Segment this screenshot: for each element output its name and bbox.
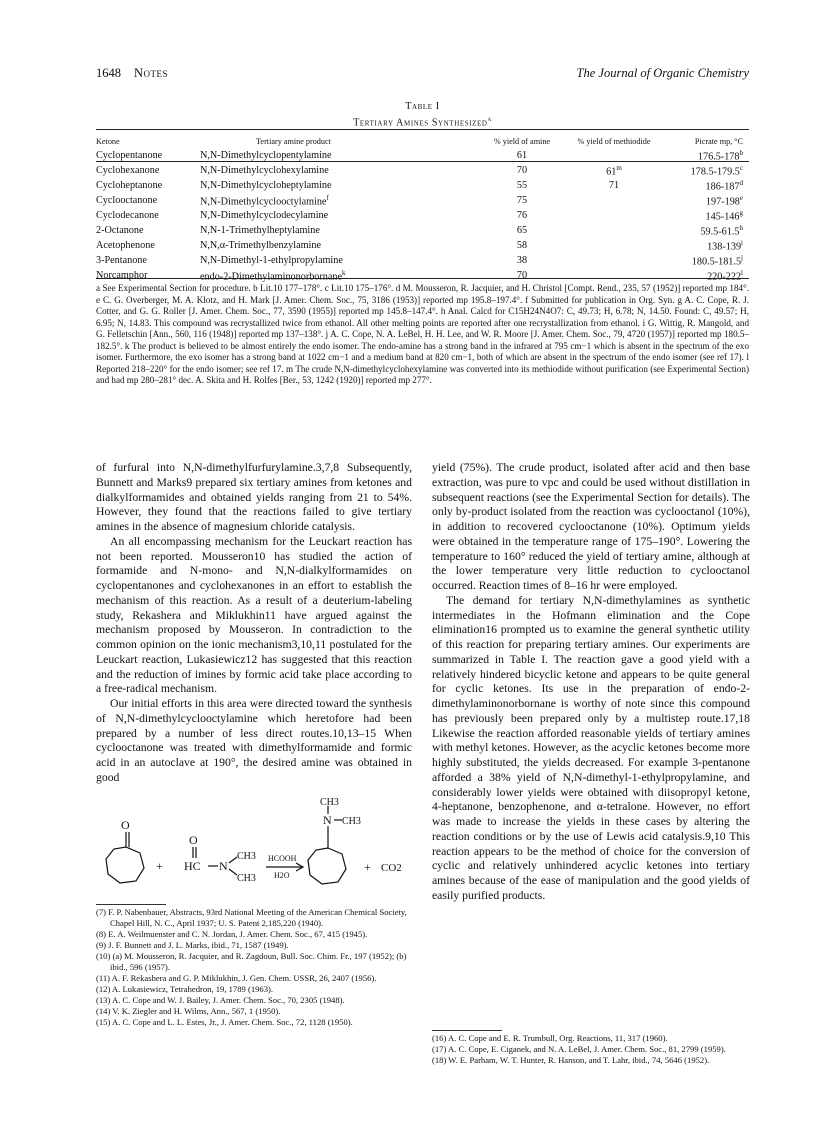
cell-value: N,N-Dimethylcyclohexylamine (200, 164, 329, 176)
cell-value: 220-222 (707, 271, 742, 283)
table-cell (568, 163, 660, 178)
paragraph: An all encompassing mechanism for the Leuckart reaction has not been reported. Mousseron10 has studied the action of formamide and N-mono- and N,N-dialkylformamides on cyclopentanones and cyclohexanones in an effort to establish the mechanism of this reaction. As a result of a deuterium-labeling study, Rekashera and Miklukhin11 have argued against the mechanism proposed by Mousseron. In contradiction to the common opinion on the ionic mechanism3,10,11 postulated for the Leuckart reaction, Lukasiewicz12 has suggested that this reaction and the reduction of imines by formic acid take place according to a free-radical mechanism. (96, 534, 412, 696)
cell-value: 61 (606, 166, 617, 178)
cell-value: Acetophenone (96, 239, 155, 251)
plus-sign: + (156, 859, 163, 873)
nch3-bond (229, 869, 237, 875)
cell-value: N,N-Dimethylcyclopentylamine (200, 149, 332, 161)
cell-value: 197-198 (705, 196, 740, 208)
table-row (96, 223, 749, 238)
reference-entry: (7) F. P. Nabenbauer, Abstracts, 93rd National Meeting of the American Chemical Society, Chapel Hill, N. C., April 1937; U. S. Patent 2,185,220 (1940). (96, 907, 407, 928)
paragraph: yield (75%). The crude product, isolated after acid and then base extraction, was pure to vpc and could be used without distillation in subsequent reactions (see the Experimental Section for details). The only by-product isolated from the reaction was cyclooctanol (10%), in addition to recovered cyclooctanone (10%). Optimum yields were obtained in the temperature range of 175–190°. Lowering the temperature to 160° reduced the yield of tertiary amine, although at the lower temperature very little reduction to cyclooctanol occurred. Reaction times of 8–16 hr were employed. (432, 461, 750, 592)
arrow-byproduct: H2O (274, 871, 290, 880)
table-cell (200, 253, 476, 268)
table-cell (476, 178, 568, 193)
product-nch3: CH3 (342, 816, 361, 827)
table-row (96, 208, 749, 223)
cyclooctylamine-ring (308, 848, 346, 884)
cell-value: 65 (516, 224, 528, 236)
col-header: Ketone (96, 137, 120, 146)
cell-value: N,N-1-Trimethylheptylamine (200, 224, 320, 236)
cell-value: 61 (516, 149, 528, 161)
cell-value: Cycloheptanone (96, 179, 163, 191)
cell-value: 55 (516, 179, 528, 191)
table-header-rule (96, 161, 749, 162)
paragraph: The demand for tertiary N,N-dimethylamines as synthetic intermediates in the Hofmann elimination and the Cope elimination16 prompted us to examine the general synthetic utility of this reaction for preparing tertiary amines. Our experiments are summarized in Table I. The reaction gave a good yield with a relatively hindered bicyclic ketone and appears to be quite general for cyclic ketones. Its use in the preparation of endo-2-dimethylaminonorbornane is worthy of note since this compound has previously been prepared only by a multistep route.17,18 Likewise the reaction afforded reasonable yields of tertiary amines with methyl ketones. However, as the acyclic ketones become more highly substituted, the yields decreased. For example 3-pentanone afforded a 38% yield of N,N-dimethyl-1-ethylpropylamine, and considerably lower yields were obtained with diisopropyl ketone, 4-heptanone, benzophenone, and α-tetralone. However, no effort was made to increase the yields in these cases by altering the reaction conditions or by the use of Lewis acid catalysis.9,10 This reaction appears to be the method of choice for the conversion of cyclic and relatively unhindered acyclic ketones into tertiary amines because of the ease of manipulation and the good yields of easily purified products. (432, 593, 750, 902)
table-cell (476, 208, 568, 223)
footnote-marker: b (739, 149, 743, 157)
table-footnotes: a See Experimental Section for procedure. b Lit.10 177–178°. c Lit.10 175–176°. d M. Mousseron, R. Jacquier, and H. Christol [Compt. Rend., 235, 57 (1952)] reported mp 184°. e C. G. Overberger, M. A. Klotz, and H. Mark [J. Amer. Chem. Soc., 75, 3186 (1953)] reported mp 195.8–197.4°. f Submitted for publication in Org. Syn. g A. C. Cope, R. J. Cotter, and G. G. Roller [J. Amer. Chem. Soc., 77, 3590 (1955)] reported mp 145.8–147.4°. h Anal. Calcd for C15H24N4O7: C, 49.73; H, 6.78; N, 14.50. Found: C, 49.57; H, 6.95; N, 14.83. This compound was recrystallized twice from ethanol. All other melting points are reported after one recrystallization from ethanol. i G. Wittig, R. Mangold, and G. Felletschin [Ann., 560, 116 (1948)] reported mp 137–138°. j A. C. Cope, N. A. LeBel, H. H. Lee, and W. R. Moore [J. Amer. Chem. Soc., 79, 4720 (1957)] reported mp 180.5–182.5°. k The product is believed to be almost entirely the endo isomer. The endo-amine has a strong band in the infrared at 795 cm−1 which is absent in the spectrum of the exo isomer. Furthermore, the exo isomer has a strong band at 1022 cm−1 and a medium band at 820 cm−1, both of which are absent in the spectrum of the endo isomer (see ref 17). l Reported 218–220° for the endo isomer; see ref 17. m The crude N,N-dimethylcyclohexylamine was converted into its methiodide without purification (see Experimental Section) and had mp 280–281° dec. A. Skita and H. Rolfes [Ber., 53, 1242 (1920)] reported mp 277°. (96, 283, 749, 385)
table-cell (568, 253, 660, 268)
table-row (96, 193, 749, 208)
paragraph: of furfural into N,N-dimethylfurfurylamine.3,7,8 Subsequently, Bunnett and Marks9 prepared six tertiary amines from ketones and dialkylformamides and obtained yields ranging from 21 to 54%. However, they found that the reactions failed to give tertiary amines in the absence of magnesium chloride catalysis. (96, 461, 412, 533)
cell-value: Cyclopentanone (96, 149, 163, 161)
table-cell (568, 223, 660, 238)
cell-value: Cyclohexanone (96, 164, 160, 176)
col-header: % yield of amine (493, 137, 551, 146)
cell-value: Cyclooctanone (96, 194, 158, 206)
arrow-reagent: HCOOH (268, 854, 297, 863)
table-cell (568, 178, 660, 193)
reference-rule (432, 1030, 502, 1031)
table-row (96, 163, 749, 178)
table-cell (96, 193, 200, 208)
journal-title: The Journal of Organic Chemistry (576, 66, 749, 80)
table-row (96, 178, 749, 193)
table-label: Table I (405, 101, 440, 112)
cell-value: 178.5-179.5 (690, 166, 740, 178)
cell-value: 58 (516, 239, 528, 251)
footnote-marker: l (741, 268, 743, 277)
reaction-scheme-drawing (96, 798, 412, 902)
table-cell (200, 208, 476, 223)
reference-entry: (14) V. K. Ziegler and H. Wilms, Ann., 567, 1 (1950). (96, 1006, 281, 1016)
reference-entry: (18) W. E. Parham, W. T. Hunter, R. Hanson, and T. Lahr, ibid., 74, 5646 (1952). (432, 1055, 710, 1065)
footnote-marker: c (739, 163, 743, 172)
cell-value: 145-146 (705, 211, 740, 223)
references-left (96, 907, 412, 1028)
cell-value: N,N-Dimethylcyclodecylamine (200, 209, 329, 221)
table-cell (476, 223, 568, 238)
table-title-note: a (487, 115, 492, 123)
table-cell (96, 268, 200, 283)
section-title: Notes (134, 66, 169, 80)
table-cell (476, 268, 568, 283)
references-right (432, 1033, 750, 1066)
table-cell (660, 238, 749, 253)
product-ch3: CH3 (320, 798, 339, 808)
table-cell (200, 268, 476, 283)
table-cell (660, 193, 749, 208)
plus-sign: + (364, 860, 371, 874)
cell-value: 75 (516, 194, 528, 206)
cell-value: 38 (516, 254, 528, 266)
formyl-oxygen: O (189, 833, 198, 847)
running-head (96, 66, 749, 86)
table-row (96, 238, 749, 253)
table-cell (96, 238, 200, 253)
body-column-right (432, 461, 750, 904)
reference-entry: (12) A. Lukasiewicz, Tetrahedron, 19, 1789 (1963). (96, 984, 274, 994)
footnote-marker: d (739, 178, 743, 187)
cell-value: endo-2-Dimethylaminonorbornane (200, 271, 343, 283)
table-cell (660, 268, 749, 283)
table-cell (476, 163, 568, 178)
cell-value: N,N-Dimethyl-1-ethylpropylamine (200, 254, 343, 266)
col-header: Picrate mp, °C (694, 137, 743, 146)
table-top-rule (96, 129, 749, 130)
footnote-marker: e (739, 193, 743, 202)
table-cell (568, 268, 660, 283)
cell-value: 2-Octanone (96, 224, 144, 236)
footnote-marker: g (739, 208, 743, 217)
table-title: Tertiary Amines Synthesized (353, 117, 488, 129)
carbonyl-oxygen: O (121, 818, 130, 832)
cell-value: Cyclodecanone (96, 209, 159, 221)
reference-rule (96, 904, 166, 905)
table-cell (568, 208, 660, 223)
reaction-scheme (96, 798, 412, 902)
footnote-marker: f (326, 193, 329, 202)
reference-entry: (13) A. C. Cope and W. J. Bailey, J. Amer. Chem. Soc., 70, 2305 (1948). (96, 995, 345, 1005)
table-cell (200, 193, 476, 208)
table-cell (96, 208, 200, 223)
cell-value: N,N-Dimethylcycloheptylamine (200, 179, 332, 191)
table-bottom-rule (96, 278, 749, 279)
cell-value: 180.5-181.5 (691, 256, 742, 268)
table-cell (476, 238, 568, 253)
table-caption (96, 100, 749, 129)
table-cell (96, 253, 200, 268)
carbon-dioxide: CO2 (381, 862, 402, 874)
table-cell (200, 238, 476, 253)
body-column-left (96, 461, 412, 786)
tertiary-amines-table (96, 137, 749, 283)
footnote-marker: j (741, 253, 743, 262)
col-header: % yield of methiodide (577, 137, 651, 146)
cell-value: 70 (516, 164, 528, 176)
reagent-ch3: CH3 (237, 873, 256, 884)
table-row (96, 268, 749, 283)
footnote-marker: m (616, 163, 622, 172)
product-nitrogen: N (323, 813, 332, 827)
reference-entry: (10) (a) M. Mousseron, R. Jacquier, and R. Zagdoun, Bull. Soc. Chim. Fr., 197 (1952); (b) ibid., 596 (1957). (96, 951, 407, 972)
table-cell (200, 163, 476, 178)
footnote-marker: h (739, 223, 743, 232)
table-cell (476, 253, 568, 268)
reference-entry: (9) J. F. Bunnett and J. L. Marks, ibid., 71, 1587 (1949). (96, 940, 289, 950)
reference-entry: (16) A. C. Cope and E. R. Trumbull, Org. Reactions, 11, 317 (1960). (432, 1033, 668, 1043)
cell-value: N,N-Dimethylcyclooctylamine (200, 196, 327, 208)
table-cell (660, 253, 749, 268)
table-cell (96, 163, 200, 178)
cell-value: Norcamphor (96, 269, 148, 281)
footnote-marker: k (342, 268, 346, 277)
cell-value: 71 (608, 179, 620, 191)
footnote-marker: i (741, 238, 743, 247)
table-cell (200, 178, 476, 193)
table-cell (660, 208, 749, 223)
table-cell (568, 238, 660, 253)
cell-value: 176.5-178 (697, 151, 740, 163)
cell-value: 76 (516, 209, 528, 221)
table-title-line (96, 113, 749, 129)
table-cell (476, 193, 568, 208)
cyclooctanone-ring (106, 847, 144, 883)
reagent-ch3: CH3 (237, 851, 256, 862)
reagent-nitrogen: N (219, 859, 228, 873)
cell-value: 138-139 (707, 241, 742, 253)
reference-entry: (15) A. C. Cope and L. L. Estes, Jr., J. Amer. Chem. Soc., 72, 1128 (1950). (96, 1017, 353, 1027)
table-cell (660, 163, 749, 178)
table-row (96, 253, 749, 268)
paragraph: Our initial efforts in this area were directed toward the synthesis of N,N-dimethylcyclooctylamine which heretofore had been prepared by a number of less direct routes.10,13–15 When cyclooctanone was treated with dimethylformamide and formic acid in an autoclave at 190°, the desired amine was obtained in good (96, 697, 412, 784)
table-cell (96, 178, 200, 193)
cell-value: 3-Pentanone (96, 254, 147, 266)
cell-value: 186-187 (705, 181, 740, 193)
reagent-hc: HC (184, 859, 201, 873)
table-cell (660, 223, 749, 238)
reference-entry: (11) A. F. Rekashera and G. P. Miklukhin, J. Gen. Chem. USSR, 26, 2407 (1956). (96, 973, 377, 983)
table-header-row (96, 137, 749, 148)
table-cell (660, 178, 749, 193)
cell-value: N,N,α-Trimethylbenzylamine (200, 239, 321, 251)
reference-entry: (17) A. C. Cope, E. Ciganek, and N. A. LeBel, J. Amer. Chem. Soc., 81, 2799 (1959). (432, 1044, 726, 1054)
table-cell (200, 223, 476, 238)
page-number: 1648 (96, 66, 121, 80)
col-header: Tertiary amine product (256, 137, 331, 146)
cell-value: 70 (516, 269, 528, 281)
table-cell (96, 223, 200, 238)
nch3-bond (229, 857, 237, 863)
table-cell (568, 193, 660, 208)
reference-entry: (8) E. A. Weilmuenster and C. N. Jordan, J. Amer. Chem. Soc., 67, 415 (1945). (96, 929, 368, 939)
cell-value: 59.5-61.5 (700, 226, 740, 238)
